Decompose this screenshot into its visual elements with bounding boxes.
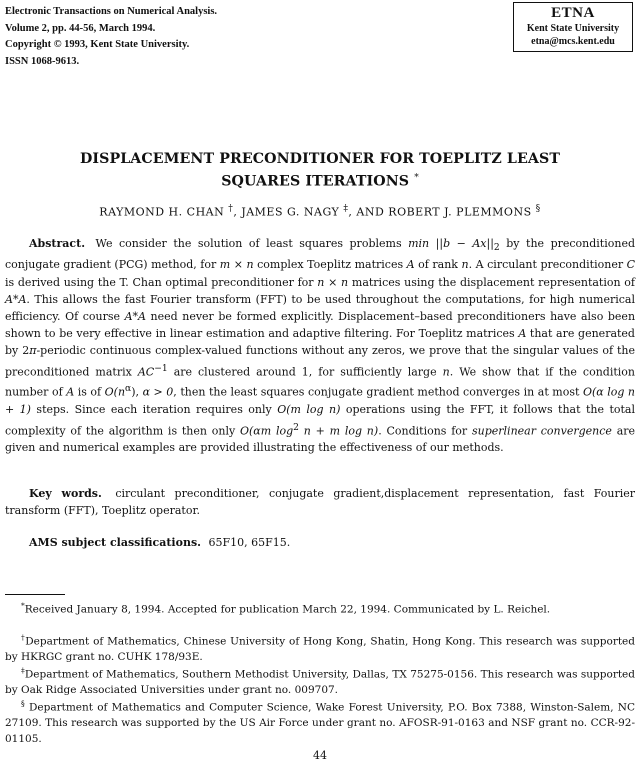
superlinear-convergence: superlinear convergence bbox=[472, 424, 612, 438]
footnote-rule bbox=[5, 594, 65, 595]
author-1: RAYMOND H. CHAN bbox=[99, 205, 225, 219]
etna-email: etna@mcs.kent.edu bbox=[531, 36, 615, 47]
author-2-mark: ‡ bbox=[343, 203, 349, 214]
title-line-2: SQUARES ITERATIONS * bbox=[221, 173, 419, 190]
journal-copyright: Copyright © 1993, Kent State University. bbox=[5, 39, 190, 50]
author-list: RAYMOND H. CHAN †, JAMES G. NAGY ‡, AND ROBERT J. PLEMMONS § bbox=[99, 203, 541, 219]
journal-issn: ISSN 1068-9613. bbox=[5, 55, 80, 67]
ams-text: 65F10, 65F15. bbox=[208, 536, 291, 549]
ams-label: AMS subject classifications. bbox=[29, 536, 201, 549]
page-number: 44 bbox=[313, 749, 327, 762]
title-line-1: DISPLACEMENT PRECONDITIONER FOR TOEPLITZ LEAST bbox=[79, 151, 561, 167]
footnote-plemmons: § Department of Mathematics and Computer Science, Wake Forest University, P.O. Box 7388, Winston-Salem, NC 27109. This research was supported by the US Air Force under grant no. AFOSR-91-0163 and NSF grant no. CCR-92-01105. bbox=[5, 699, 635, 745]
etna-university: Kent State University bbox=[526, 23, 620, 34]
ams-classifications bbox=[5, 534, 635, 551]
footnote-nagy: ‡Department of Mathematics, Southern Methodist University, Dallas, TX 75275-0156. This research was supported by Oak Ridge Associated Universities under grant no. 009707. bbox=[5, 666, 635, 696]
footnote-received: *Received January 8, 1994. Accepted for publication March 22, 1994. Communicated by L. Reichel. bbox=[21, 601, 551, 616]
footnote-chan: †Department of Mathematics, Chinese University of Hong Kong, Shatin, Hong Kong. This research was supported by HKRGC grant no. CUHK 178/93E. bbox=[5, 633, 635, 663]
paper-title bbox=[20, 150, 620, 192]
author-and: AND bbox=[356, 205, 385, 219]
author-1-mark: † bbox=[228, 203, 234, 214]
author-2: JAMES G. NAGY bbox=[241, 205, 340, 219]
keywords-label: Key words. bbox=[29, 487, 102, 500]
etna-title: ETNA bbox=[551, 5, 595, 21]
keywords bbox=[5, 485, 635, 519]
etna-box bbox=[513, 2, 633, 52]
title-footnote-mark: * bbox=[414, 173, 419, 183]
journal-header bbox=[5, 4, 365, 70]
journal-name: Electronic Transactions on Numerical Analysis. bbox=[5, 6, 218, 17]
author-3-mark: § bbox=[535, 203, 541, 214]
keywords-text: circulant preconditioner, conjugate gradient,displacement representation, fast Fourier transform (FFT), Toeplitz operator. bbox=[5, 487, 636, 518]
abstract: Abstract. We consider the solution of least squares problems $\min ||b - Ax||_2$ by the preconditioned conjugate gradient (PCG) method, for m × n complex Toeplitz matrices A of rank n. A circulant preconditioner C is derived using the T. Chan optimal preconditioner for n × n matrices using the displacement representation of A*A. This allows the fast Fourier transform (FFT) to be used throughout the computations, for high numerical efficiency. Of course A*A need never be formed explicitly. Displacement–based preconditioners have also been shown to be very effective in linear estimation and adaptive filtering. For Toeplitz matrices A that are generated by 2π-periodic continuous complex-valued functions without any zeros, we prove that the singular values of the preconditioned matrix $AC^{-1}$ are clustered around 1, for sufficiently large n. We show that if the condition number of A is of $O(n^\alpha)$, α > 0, then the least squares conjugate gradient method converges in at most O(α log n + 1) steps. Since each iteration requires only O(m log n) operations using the FFT, it follows that the total complexity of the algorithm is then only O(αm $\log^2 n + m$ log n). Conditions for superlinear convergence are given and numerical examples are provided illustrating the effectiveness of our methods. bbox=[5, 237, 636, 455]
abstract-label: Abstract. bbox=[29, 237, 86, 250]
journal-volume: Volume 2, pp. 44-56, March 1994. bbox=[5, 22, 156, 34]
author-3: ROBERT J. PLEMMONS bbox=[388, 205, 532, 219]
